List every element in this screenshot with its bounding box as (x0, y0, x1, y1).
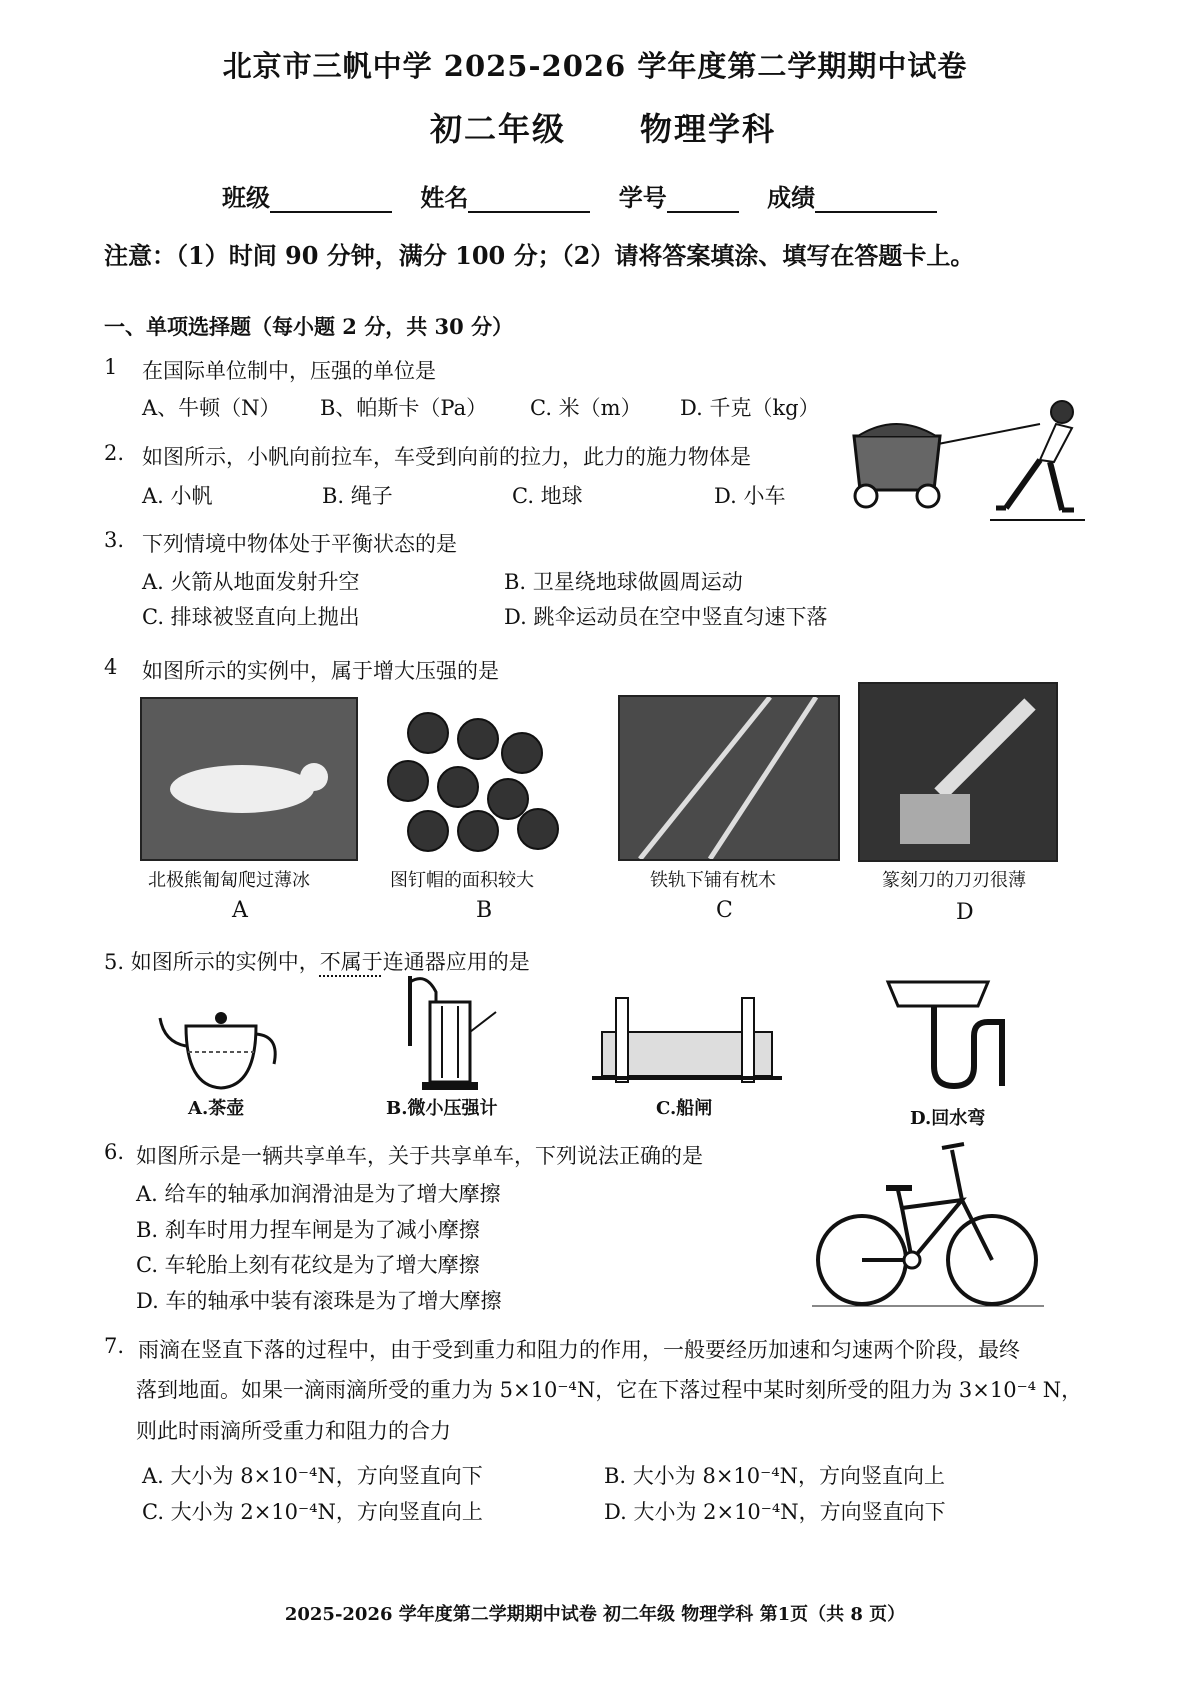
q7-option-b: B. 大小为 8×10⁻⁴N，方向竖直向上 (604, 1464, 946, 1488)
q6-number: 6. (104, 1140, 125, 1164)
q5-caption-b: B.微小压强计 (386, 1098, 498, 1119)
q5-number: 5. (104, 950, 125, 974)
bicycle-figure (812, 1140, 1044, 1310)
q3-option-a: A. 火箭从地面发射升空 (142, 570, 360, 594)
q7-option-d: D. 大小为 2×10⁻⁴N，方向竖直向下 (604, 1500, 946, 1524)
info-fields (222, 178, 957, 213)
q4-letter-a: A (232, 898, 248, 923)
name-label: 姓名 (420, 183, 469, 212)
q2-option-b: B. 绳子 (322, 484, 393, 508)
subject-label: 物理学科 (640, 110, 777, 148)
ship-lock-figure (592, 992, 782, 1092)
student-id-blank[interactable] (667, 189, 739, 213)
polar-bear-photo (140, 697, 358, 861)
q2-stem: 如图所示，小帆向前拉车，车受到向前的拉力，此力的施力物体是 (142, 445, 751, 469)
q7-stem-line-1: 雨滴在竖直下落的过程中，由于受到重力和阻力的作用，一般要经历加速和匀速两个阶段，最终 (138, 1338, 1020, 1362)
score-blank[interactable] (815, 189, 937, 213)
page-footer: 2025-2026 学年度第二学期期中试卷 初二年级 物理学科 第1页（共 8 页） (284, 1604, 906, 1625)
score-label: 成绩 (767, 183, 816, 212)
q4-caption-d: 篆刻刀的刀刃很薄 (882, 870, 1026, 891)
q5-stem-post: 连通器应用的是 (382, 950, 530, 974)
q7-number: 7. (104, 1334, 125, 1358)
q4-letter-b: B (476, 898, 493, 923)
student-id-label: 学号 (618, 183, 667, 212)
q6-stem: 如图所示是一辆共享单车，关于共享单车，下列说法正确的是 (136, 1144, 703, 1168)
q7-option-a: A. 大小为 8×10⁻⁴N，方向竖直向下 (142, 1464, 483, 1488)
pulling-cart-figure (840, 398, 1090, 538)
q1-option-b: B、帕斯卡（Pa） (320, 396, 488, 420)
class-label: 班级 (222, 183, 270, 212)
pressure-gauge-figure (386, 972, 506, 1094)
class-blank[interactable] (270, 189, 392, 213)
q3-option-d: D. 跳伞运动员在空中竖直匀速下落 (504, 605, 828, 629)
q5-caption-c: C.船闸 (656, 1098, 713, 1119)
q6-option-b: B. 刹车时用力捏车闸是为了减小摩擦 (136, 1218, 480, 1242)
q4-stem: 如图所示的实例中，属于增大压强的是 (142, 659, 499, 683)
q2-option-c: C. 地球 (512, 484, 583, 508)
section-title: 一、单项选择题（每小题 2 分，共 30 分） (104, 314, 514, 339)
q3-option-c: C. 排球被竖直向上抛出 (142, 605, 360, 629)
name-blank[interactable] (468, 189, 590, 213)
q2-option-d: D. 小车 (714, 484, 786, 508)
q7-stem-line-3: 则此时雨滴所受重力和阻力的合力 (136, 1419, 451, 1443)
q5-caption-a: A.茶壶 (188, 1098, 245, 1119)
q1-option-c: C. 米（m） (530, 396, 642, 420)
q7-option-c: C. 大小为 2×10⁻⁴N，方向竖直向上 (142, 1500, 483, 1524)
q1-option-a: A、牛顿（N） (142, 396, 281, 420)
q5-caption-d: D.回水弯 (910, 1108, 986, 1129)
q1-stem: 在国际单位制中，压强的单位是 (142, 359, 436, 383)
q2-number: 2. (104, 441, 125, 465)
q3-stem: 下列情境中物体处于平衡状态的是 (142, 532, 457, 556)
q7-stem-line-2: 落到地面。如果一滴雨滴所受的重力为 5×10⁻⁴N，它在下落过程中某时刻所受的阻力为 3×10⁻⁴ N， (136, 1378, 1083, 1402)
q3-number: 3. (104, 528, 125, 552)
teapot-figure (156, 996, 286, 1096)
carving-knife-photo (858, 682, 1058, 862)
exam-title: 北京市三帆中学 2025-2026 学年度第二学期期中试卷 (222, 49, 968, 83)
q2-option-a: A. 小帆 (142, 484, 213, 508)
q5-stem-emphasis: 不属于 (319, 950, 383, 974)
q4-caption-c: 铁轨下铺有枕木 (650, 870, 776, 891)
q5-stem-pre: 如图所示的实例中， (130, 950, 320, 974)
q4-caption-b: 图钉帽的面积较大 (390, 870, 534, 891)
q4-letter-c: C (716, 898, 733, 923)
q6-option-c: C. 车轮胎上刻有花纹是为了增大摩擦 (136, 1253, 480, 1277)
notice: 注意：（1）时间 90 分钟，满分 100 分；（2）请将答案填涂、填写在答题卡上。 (104, 241, 975, 270)
grade-label: 初二年级 (430, 110, 567, 148)
q1-number: 1 (104, 355, 118, 379)
railway-photo (618, 695, 840, 861)
sink-trap-figure (880, 976, 1010, 1096)
thumbtacks-figure (368, 703, 578, 859)
q6-option-a: A. 给车的轴承加润滑油是为了增大摩擦 (136, 1182, 501, 1206)
q4-letter-d: D (956, 900, 974, 925)
q3-option-b: B. 卫星绕地球做圆周运动 (504, 570, 743, 594)
q4-caption-a: 北极熊匍匐爬过薄冰 (148, 870, 310, 891)
q4-number: 4 (104, 655, 118, 679)
q6-option-d: D. 车的轴承中装有滚珠是为了增大摩擦 (136, 1289, 502, 1313)
q1-option-d: D. 千克（kg） (680, 396, 820, 420)
